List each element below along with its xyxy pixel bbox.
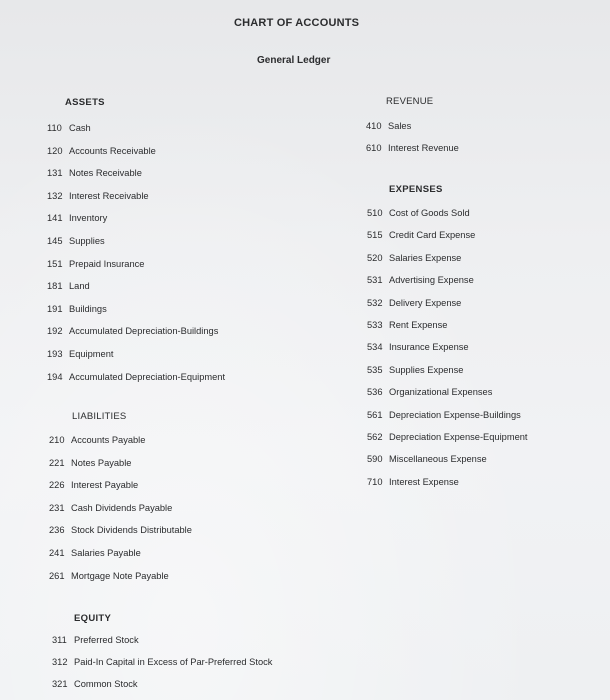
account-row bbox=[367, 336, 528, 358]
account-row bbox=[367, 292, 528, 314]
account-number: 192 bbox=[47, 326, 63, 337]
account-number: 561 bbox=[367, 409, 383, 420]
account-row bbox=[47, 366, 225, 389]
account-number: 241 bbox=[49, 547, 65, 558]
account-name: Accounts Receivable bbox=[69, 145, 156, 156]
account-row bbox=[367, 314, 528, 336]
expenses-section bbox=[367, 183, 528, 493]
revenue-section bbox=[366, 95, 459, 159]
account-row bbox=[49, 565, 192, 588]
account-row bbox=[49, 542, 192, 565]
account-number: 151 bbox=[47, 258, 63, 269]
account-name: Interest Receivable bbox=[69, 190, 149, 201]
account-row bbox=[49, 474, 192, 497]
expenses-account-list bbox=[367, 202, 528, 493]
account-name: Credit Card Expense bbox=[389, 230, 476, 241]
account-row bbox=[49, 519, 192, 542]
account-row bbox=[47, 253, 225, 276]
account-name: Cost of Goods Sold bbox=[389, 208, 470, 218]
account-name: Land bbox=[69, 281, 90, 292]
account-row bbox=[49, 452, 192, 475]
account-row bbox=[47, 343, 225, 366]
account-number: 110 bbox=[47, 123, 62, 133]
account-row bbox=[366, 137, 459, 159]
account-row bbox=[367, 381, 528, 403]
account-name: Cash Dividends Payable bbox=[71, 502, 173, 513]
account-name: Preferred Stock bbox=[74, 635, 139, 645]
account-row bbox=[367, 471, 528, 493]
account-name: Accumulated Depreciation-Equipment bbox=[69, 371, 226, 382]
account-name: Delivery Expense bbox=[389, 297, 462, 308]
account-number: 193 bbox=[47, 348, 63, 359]
account-number: 515 bbox=[367, 230, 383, 241]
account-name: Accounts Payable bbox=[71, 435, 146, 445]
account-name: Rent Expense bbox=[389, 319, 448, 330]
account-number: 236 bbox=[49, 525, 65, 536]
account-number: 120 bbox=[47, 145, 63, 156]
account-name: Buildings bbox=[69, 303, 107, 314]
account-row bbox=[47, 162, 225, 185]
equity-section bbox=[52, 612, 272, 695]
account-name: Miscellaneous Expense bbox=[389, 454, 487, 465]
account-row bbox=[367, 224, 528, 246]
assets-heading: ASSETS bbox=[65, 97, 105, 108]
account-number: 520 bbox=[367, 252, 383, 263]
account-row bbox=[366, 115, 459, 137]
account-row bbox=[47, 230, 225, 253]
account-number: 231 bbox=[49, 502, 65, 513]
liabilities-account-list bbox=[49, 429, 192, 587]
equity-heading: EQUITY bbox=[74, 613, 112, 624]
account-name: Supplies bbox=[69, 235, 105, 246]
account-name: Notes Receivable bbox=[69, 168, 142, 179]
assets-account-list bbox=[47, 117, 225, 388]
account-row bbox=[47, 117, 225, 140]
account-name: Accumulated Depreciation-Buildings bbox=[69, 326, 219, 337]
account-number: 531 bbox=[367, 275, 383, 286]
account-row bbox=[47, 185, 225, 208]
account-number: 145 bbox=[47, 235, 63, 246]
account-row bbox=[52, 629, 272, 651]
account-number: 510 bbox=[367, 208, 383, 218]
account-number: 610 bbox=[366, 143, 382, 153]
account-row bbox=[367, 426, 528, 448]
account-number: 226 bbox=[49, 480, 65, 491]
assets-section bbox=[47, 96, 225, 388]
account-row bbox=[47, 275, 225, 298]
account-name: Common Stock bbox=[74, 679, 138, 689]
account-name: Depreciation Expense-Buildings bbox=[389, 409, 521, 420]
account-name: Mortgage Note Payable bbox=[71, 570, 169, 581]
account-name: Interest Revenue bbox=[388, 143, 459, 153]
account-number: 194 bbox=[47, 371, 63, 382]
account-row bbox=[47, 320, 225, 343]
liabilities-section bbox=[49, 410, 192, 587]
account-row bbox=[367, 404, 528, 426]
account-number: 181 bbox=[47, 281, 63, 292]
document-subtitle: General Ledger bbox=[257, 55, 331, 66]
account-name: Notes Payable bbox=[71, 457, 132, 468]
account-number: 710 bbox=[367, 476, 383, 487]
account-row bbox=[367, 448, 528, 470]
equity-account-list bbox=[52, 629, 272, 695]
account-name: Paid-In Capital in Excess of Par-Preferred Stock bbox=[74, 657, 273, 667]
account-name: Equipment bbox=[69, 348, 114, 359]
account-number: 261 bbox=[49, 570, 65, 581]
account-number: 191 bbox=[47, 303, 63, 314]
account-number: 132 bbox=[47, 190, 63, 201]
revenue-account-list bbox=[366, 115, 459, 159]
revenue-heading: REVENUE bbox=[386, 96, 434, 107]
account-number: 532 bbox=[367, 297, 383, 308]
account-name: Salaries Expense bbox=[389, 252, 462, 263]
account-number: 590 bbox=[367, 454, 383, 465]
account-number: 562 bbox=[367, 431, 383, 442]
account-name: Interest Payable bbox=[71, 480, 139, 491]
account-number: 210 bbox=[49, 435, 65, 445]
account-name: Inventory bbox=[69, 213, 108, 224]
account-row bbox=[367, 269, 528, 291]
account-row bbox=[367, 202, 528, 224]
account-name: Interest Expense bbox=[389, 476, 459, 487]
account-row bbox=[49, 497, 192, 520]
account-number: 534 bbox=[367, 342, 383, 353]
account-name: Depreciation Expense-Equipment bbox=[389, 431, 528, 442]
account-number: 410 bbox=[366, 121, 382, 131]
account-row bbox=[52, 673, 272, 695]
account-name: Cash bbox=[69, 123, 91, 133]
account-name: Salaries Payable bbox=[71, 547, 141, 558]
account-name: Insurance Expense bbox=[389, 342, 469, 353]
account-name: Prepaid Insurance bbox=[69, 258, 145, 269]
account-name: Sales bbox=[388, 121, 412, 131]
account-row bbox=[47, 207, 225, 230]
account-number: 131 bbox=[47, 168, 63, 179]
expenses-heading: EXPENSES bbox=[389, 184, 443, 195]
document-title: CHART OF ACCOUNTS bbox=[234, 17, 360, 29]
account-number: 312 bbox=[52, 657, 68, 667]
account-row bbox=[367, 247, 528, 269]
account-row bbox=[52, 651, 272, 673]
account-number: 321 bbox=[52, 679, 68, 689]
account-row bbox=[47, 298, 225, 321]
account-number: 141 bbox=[47, 213, 63, 224]
account-row bbox=[47, 140, 225, 163]
account-number: 533 bbox=[367, 319, 383, 330]
account-number: 535 bbox=[367, 364, 383, 375]
account-name: Stock Dividends Distributable bbox=[71, 525, 192, 536]
account-row bbox=[49, 429, 192, 452]
account-name: Advertising Expense bbox=[389, 275, 474, 286]
liabilities-heading: LIABILITIES bbox=[72, 411, 127, 422]
account-row bbox=[367, 359, 528, 381]
account-name: Supplies Expense bbox=[389, 364, 464, 375]
account-name: Organizational Expenses bbox=[389, 387, 493, 398]
account-number: 311 bbox=[52, 635, 67, 645]
account-number: 221 bbox=[49, 457, 65, 468]
account-number: 536 bbox=[367, 387, 383, 398]
